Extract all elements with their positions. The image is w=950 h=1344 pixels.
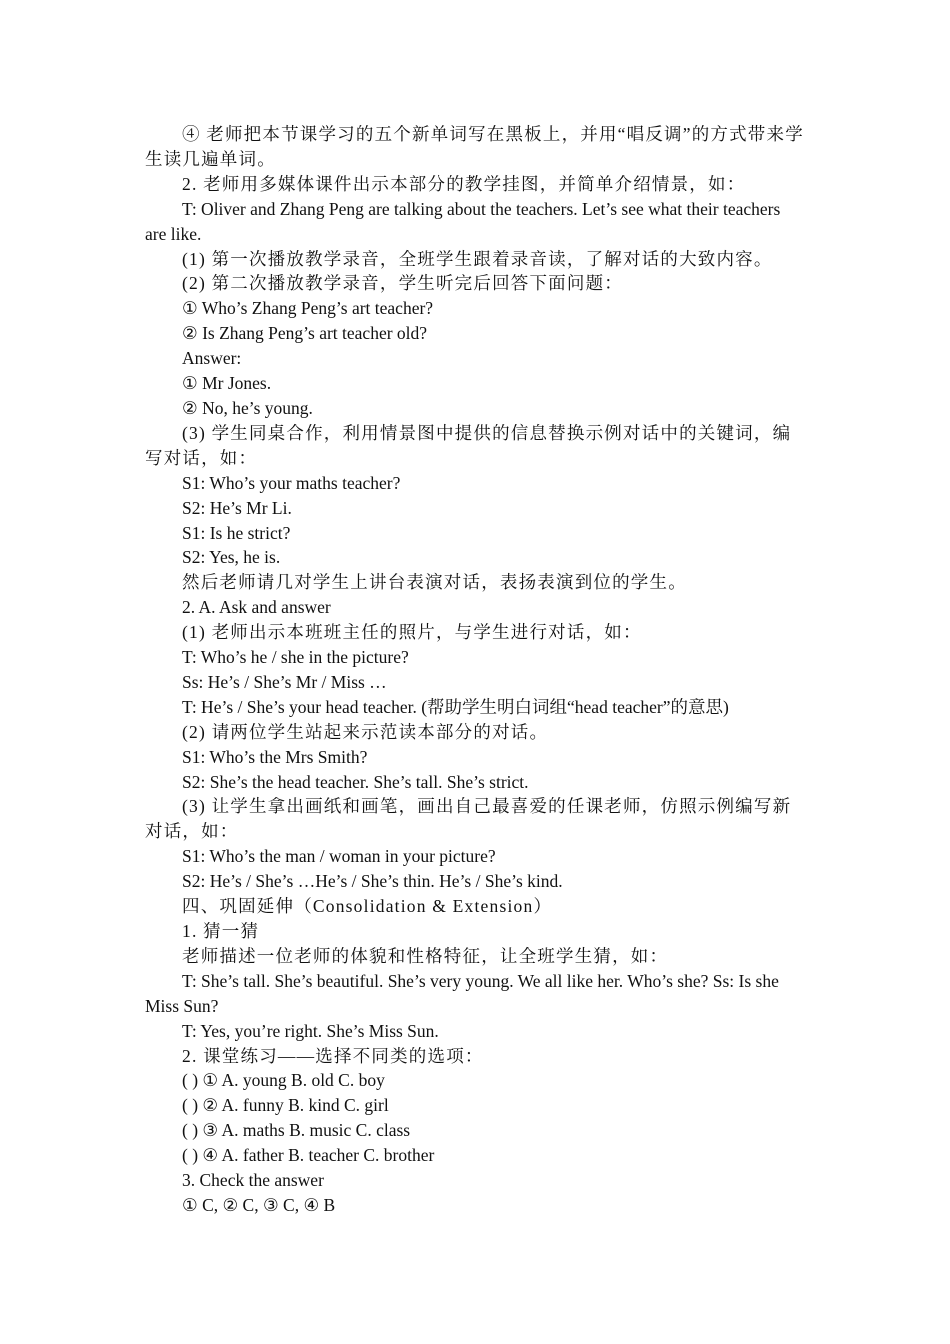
paragraph-line: T: Yes, you’re right. She’s Miss Sun. (182, 1020, 439, 1041)
paragraph-line: Answer: (182, 348, 242, 369)
paragraph-line: ( ) ③ A. maths B. music C. class (182, 1120, 411, 1141)
paragraph-line: ( ) ④ A. father B. teacher C. brother (182, 1145, 435, 1166)
paragraph-line: (2) 请两位学生站起来示范读本部分的对话。 (182, 721, 549, 742)
paragraph-line: T: He’s / She’s your head teacher. (帮助学生明白词组“head teacher”的意思) (182, 696, 729, 717)
paragraph-line: T: Oliver and Zhang Peng are talking about the teachers. Let’s see what their teachers are like. (145, 198, 781, 244)
paragraph-line: S1: Who’s the man / woman in your picture? (182, 846, 496, 867)
paragraph-line: S2: He’s / She’s …He’s / She’s thin. He’s / She’s kind. (182, 871, 563, 892)
paragraph-line: (1) 老师出示本班班主任的照片，与学生进行对话，如： (182, 622, 642, 643)
paragraph-line: ④ 老师把本节课学习的五个新单词写在黑板上，并用“唱反调”的方式带来学生读几遍单词。 (145, 124, 804, 169)
paragraph-line: S2: He’s Mr Li. (182, 497, 292, 518)
paragraph-line: S1: Who’s your maths teacher? (182, 472, 401, 493)
paragraph-line: 2. 课堂练习——选择不同类的选项： (182, 1045, 484, 1066)
paragraph-line: 3. Check the answer (182, 1170, 324, 1191)
paragraph-line: (1) 第一次播放教学录音，全班学生跟着录音读，了解对话的大致内容。 (182, 248, 773, 269)
paragraph-line: 老师描述一位老师的体貌和性格特征，让全班学生猜，如： (182, 945, 669, 966)
paragraph-line: ② No, he’s young. (182, 397, 313, 418)
paragraph-line: ② Is Zhang Peng’s art teacher old? (182, 323, 428, 344)
paragraph-line: S1: Who’s the Mrs Smith? (182, 746, 368, 767)
paragraph-line: (2) 第二次播放教学录音，学生听完后回答下面问题： (182, 273, 623, 294)
paragraph-line: S2: She’s the head teacher. She’s tall. She’s strict. (182, 771, 529, 792)
paragraph-line: T: She’s tall. She’s beautiful. She’s very young. We all like her. Who’s she? Ss: Is she Miss Sun? (145, 970, 779, 1016)
paragraph-line: ( ) ② A. funny B. kind C. girl (182, 1095, 389, 1116)
paragraph-line: (3) 让学生拿出画纸和画笔，画出自己最喜爱的任课老师，仿照示例编写新对话，如： (145, 796, 792, 842)
paragraph-line: ① C, ② C, ③ C, ④ B (182, 1194, 336, 1215)
paragraph-line: Ss: He’s / She’s Mr / Miss … (182, 671, 387, 692)
document-body (145, 122, 805, 1218)
paragraph-line: 1. 猜一猜 (182, 921, 260, 941)
paragraph-line: T: Who’s he / she in the picture? (182, 647, 409, 668)
paragraph-line: 2. A. Ask and answer (182, 597, 331, 618)
paragraph-line: ① Mr Jones. (182, 373, 272, 394)
paragraph-line: S1: Is he strict? (182, 522, 291, 543)
paragraph-line: (3) 学生同桌合作，利用情景图中提供的信息替换示例对话中的关键词，编写对话，如： (145, 422, 792, 468)
paragraph-line: 然后老师请几对学生上讲台表演对话，表扬表演到位的学生。 (182, 572, 687, 593)
paragraph-line: ( ) ① A. young B. old C. boy (182, 1070, 385, 1091)
paragraph-line: S2: Yes, he is. (182, 547, 281, 568)
paragraph-line: 四、巩固延伸（Consolidation & Extension） (182, 896, 553, 917)
paragraph-line: ① Who’s Zhang Peng’s art teacher? (182, 298, 434, 319)
paragraph-line: 2. 老师用多媒体课件出示本部分的教学挂图，并简单介绍情景，如： (182, 173, 746, 194)
